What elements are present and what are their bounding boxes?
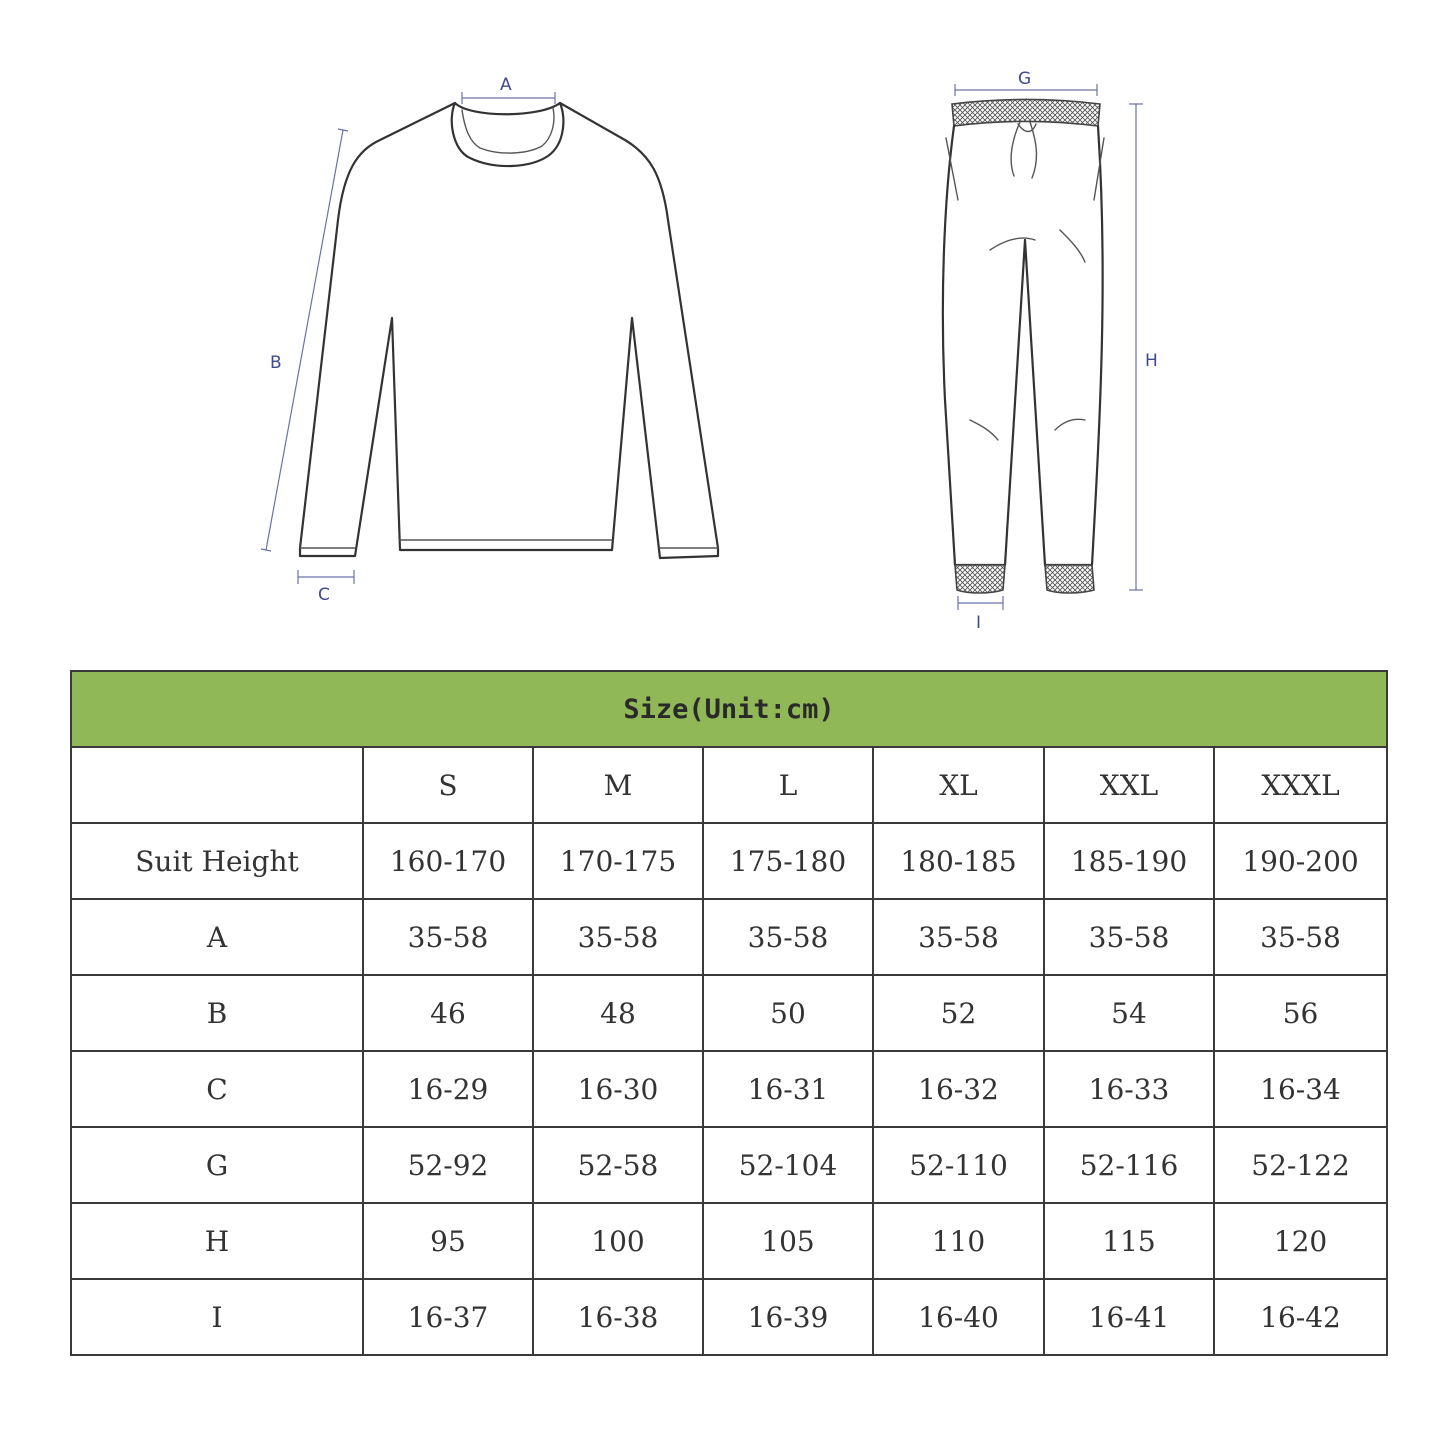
table-cell: 160-170 <box>363 823 533 899</box>
pants-fold-lines <box>970 230 1085 440</box>
row-label: A <box>71 899 363 975</box>
dimension-b <box>261 129 348 551</box>
table-cell: 50 <box>703 975 873 1051</box>
table-cell: 16-30 <box>533 1051 703 1127</box>
size-header-xl: XL <box>873 747 1044 823</box>
dimension-a <box>462 75 555 104</box>
dimension-i-label: I <box>976 613 982 633</box>
table-cell: 52-58 <box>533 1127 703 1203</box>
header-blank-cell <box>71 747 363 823</box>
table-cell: 16-38 <box>533 1279 703 1355</box>
table-cell: 52-116 <box>1044 1127 1214 1203</box>
size-header-m: M <box>533 747 703 823</box>
row-label: G <box>71 1127 363 1203</box>
garment-diagrams <box>0 0 1445 660</box>
table-cell: 16-40 <box>873 1279 1044 1355</box>
table-cell: 16-31 <box>703 1051 873 1127</box>
table-cell: 52 <box>873 975 1044 1051</box>
row-label: Suit Height <box>71 823 363 899</box>
shirt-drawing <box>261 75 718 605</box>
size-header-row <box>71 747 1387 823</box>
row-label: H <box>71 1203 363 1279</box>
table-cell: 185-190 <box>1044 823 1214 899</box>
table-cell: 16-41 <box>1044 1279 1214 1355</box>
table-cell: 16-33 <box>1044 1051 1214 1127</box>
table-title-row <box>71 671 1387 747</box>
size-header-xxl: XXL <box>1044 747 1214 823</box>
table-cell: 110 <box>873 1203 1044 1279</box>
table-cell: 35-58 <box>533 899 703 975</box>
table-cell: 35-58 <box>363 899 533 975</box>
pants-drawing <box>943 69 1158 633</box>
size-header-l: L <box>703 747 873 823</box>
table-cell: 180-185 <box>873 823 1044 899</box>
dimension-g <box>955 69 1097 96</box>
table-row <box>71 1051 1387 1127</box>
table-row <box>71 1203 1387 1279</box>
row-label: B <box>71 975 363 1051</box>
pants-drawstring <box>1011 122 1036 178</box>
row-label: C <box>71 1051 363 1127</box>
dimension-b-label: B <box>270 353 282 373</box>
table-row <box>71 1279 1387 1355</box>
table-cell: 115 <box>1044 1203 1214 1279</box>
dimension-c-label: C <box>318 585 330 605</box>
size-header-s: S <box>363 747 533 823</box>
table-cell: 52-104 <box>703 1127 873 1203</box>
dimension-g-label: G <box>1018 69 1032 89</box>
table-cell: 48 <box>533 975 703 1051</box>
table-cell: 16-29 <box>363 1051 533 1127</box>
dimension-h <box>1129 104 1158 590</box>
table-cell: 35-58 <box>873 899 1044 975</box>
table-cell: 54 <box>1044 975 1214 1051</box>
table-cell: 16-37 <box>363 1279 533 1355</box>
table-cell: 56 <box>1214 975 1387 1051</box>
table-cell: 35-58 <box>1044 899 1214 975</box>
table-cell: 105 <box>703 1203 873 1279</box>
pants-waistband <box>952 100 1100 127</box>
table-row <box>71 899 1387 975</box>
table-cell: 35-58 <box>703 899 873 975</box>
table-cell: 16-39 <box>703 1279 873 1355</box>
dimension-h-label: H <box>1145 351 1158 371</box>
table-cell: 35-58 <box>1214 899 1387 975</box>
table-cell: 16-32 <box>873 1051 1044 1127</box>
table-cell: 100 <box>533 1203 703 1279</box>
table-row <box>71 823 1387 899</box>
table-cell: 16-42 <box>1214 1279 1387 1355</box>
table-cell: 190-200 <box>1214 823 1387 899</box>
pants-right-cuff <box>1045 565 1094 593</box>
table-cell: 52-122 <box>1214 1127 1387 1203</box>
dimension-c <box>298 570 354 605</box>
table-cell: 170-175 <box>533 823 703 899</box>
table-row <box>71 1127 1387 1203</box>
table-cell: 175-180 <box>703 823 873 899</box>
table-title: Size(Unit:cm) <box>71 671 1387 747</box>
size-table <box>70 670 1388 1356</box>
table-cell: 46 <box>363 975 533 1051</box>
pants-outline <box>943 126 1103 565</box>
size-header-xxxl: XXXL <box>1214 747 1387 823</box>
dimension-a-label: A <box>500 75 512 95</box>
table-cell: 16-34 <box>1214 1051 1387 1127</box>
table-cell: 95 <box>363 1203 533 1279</box>
table-cell: 52-110 <box>873 1127 1044 1203</box>
shirt-outline <box>300 103 718 558</box>
table-cell: 120 <box>1214 1203 1387 1279</box>
pants-left-cuff <box>955 565 1005 593</box>
table-row <box>71 975 1387 1051</box>
table-cell: 52-92 <box>363 1127 533 1203</box>
row-label: I <box>71 1279 363 1355</box>
dimension-i <box>958 596 1003 633</box>
